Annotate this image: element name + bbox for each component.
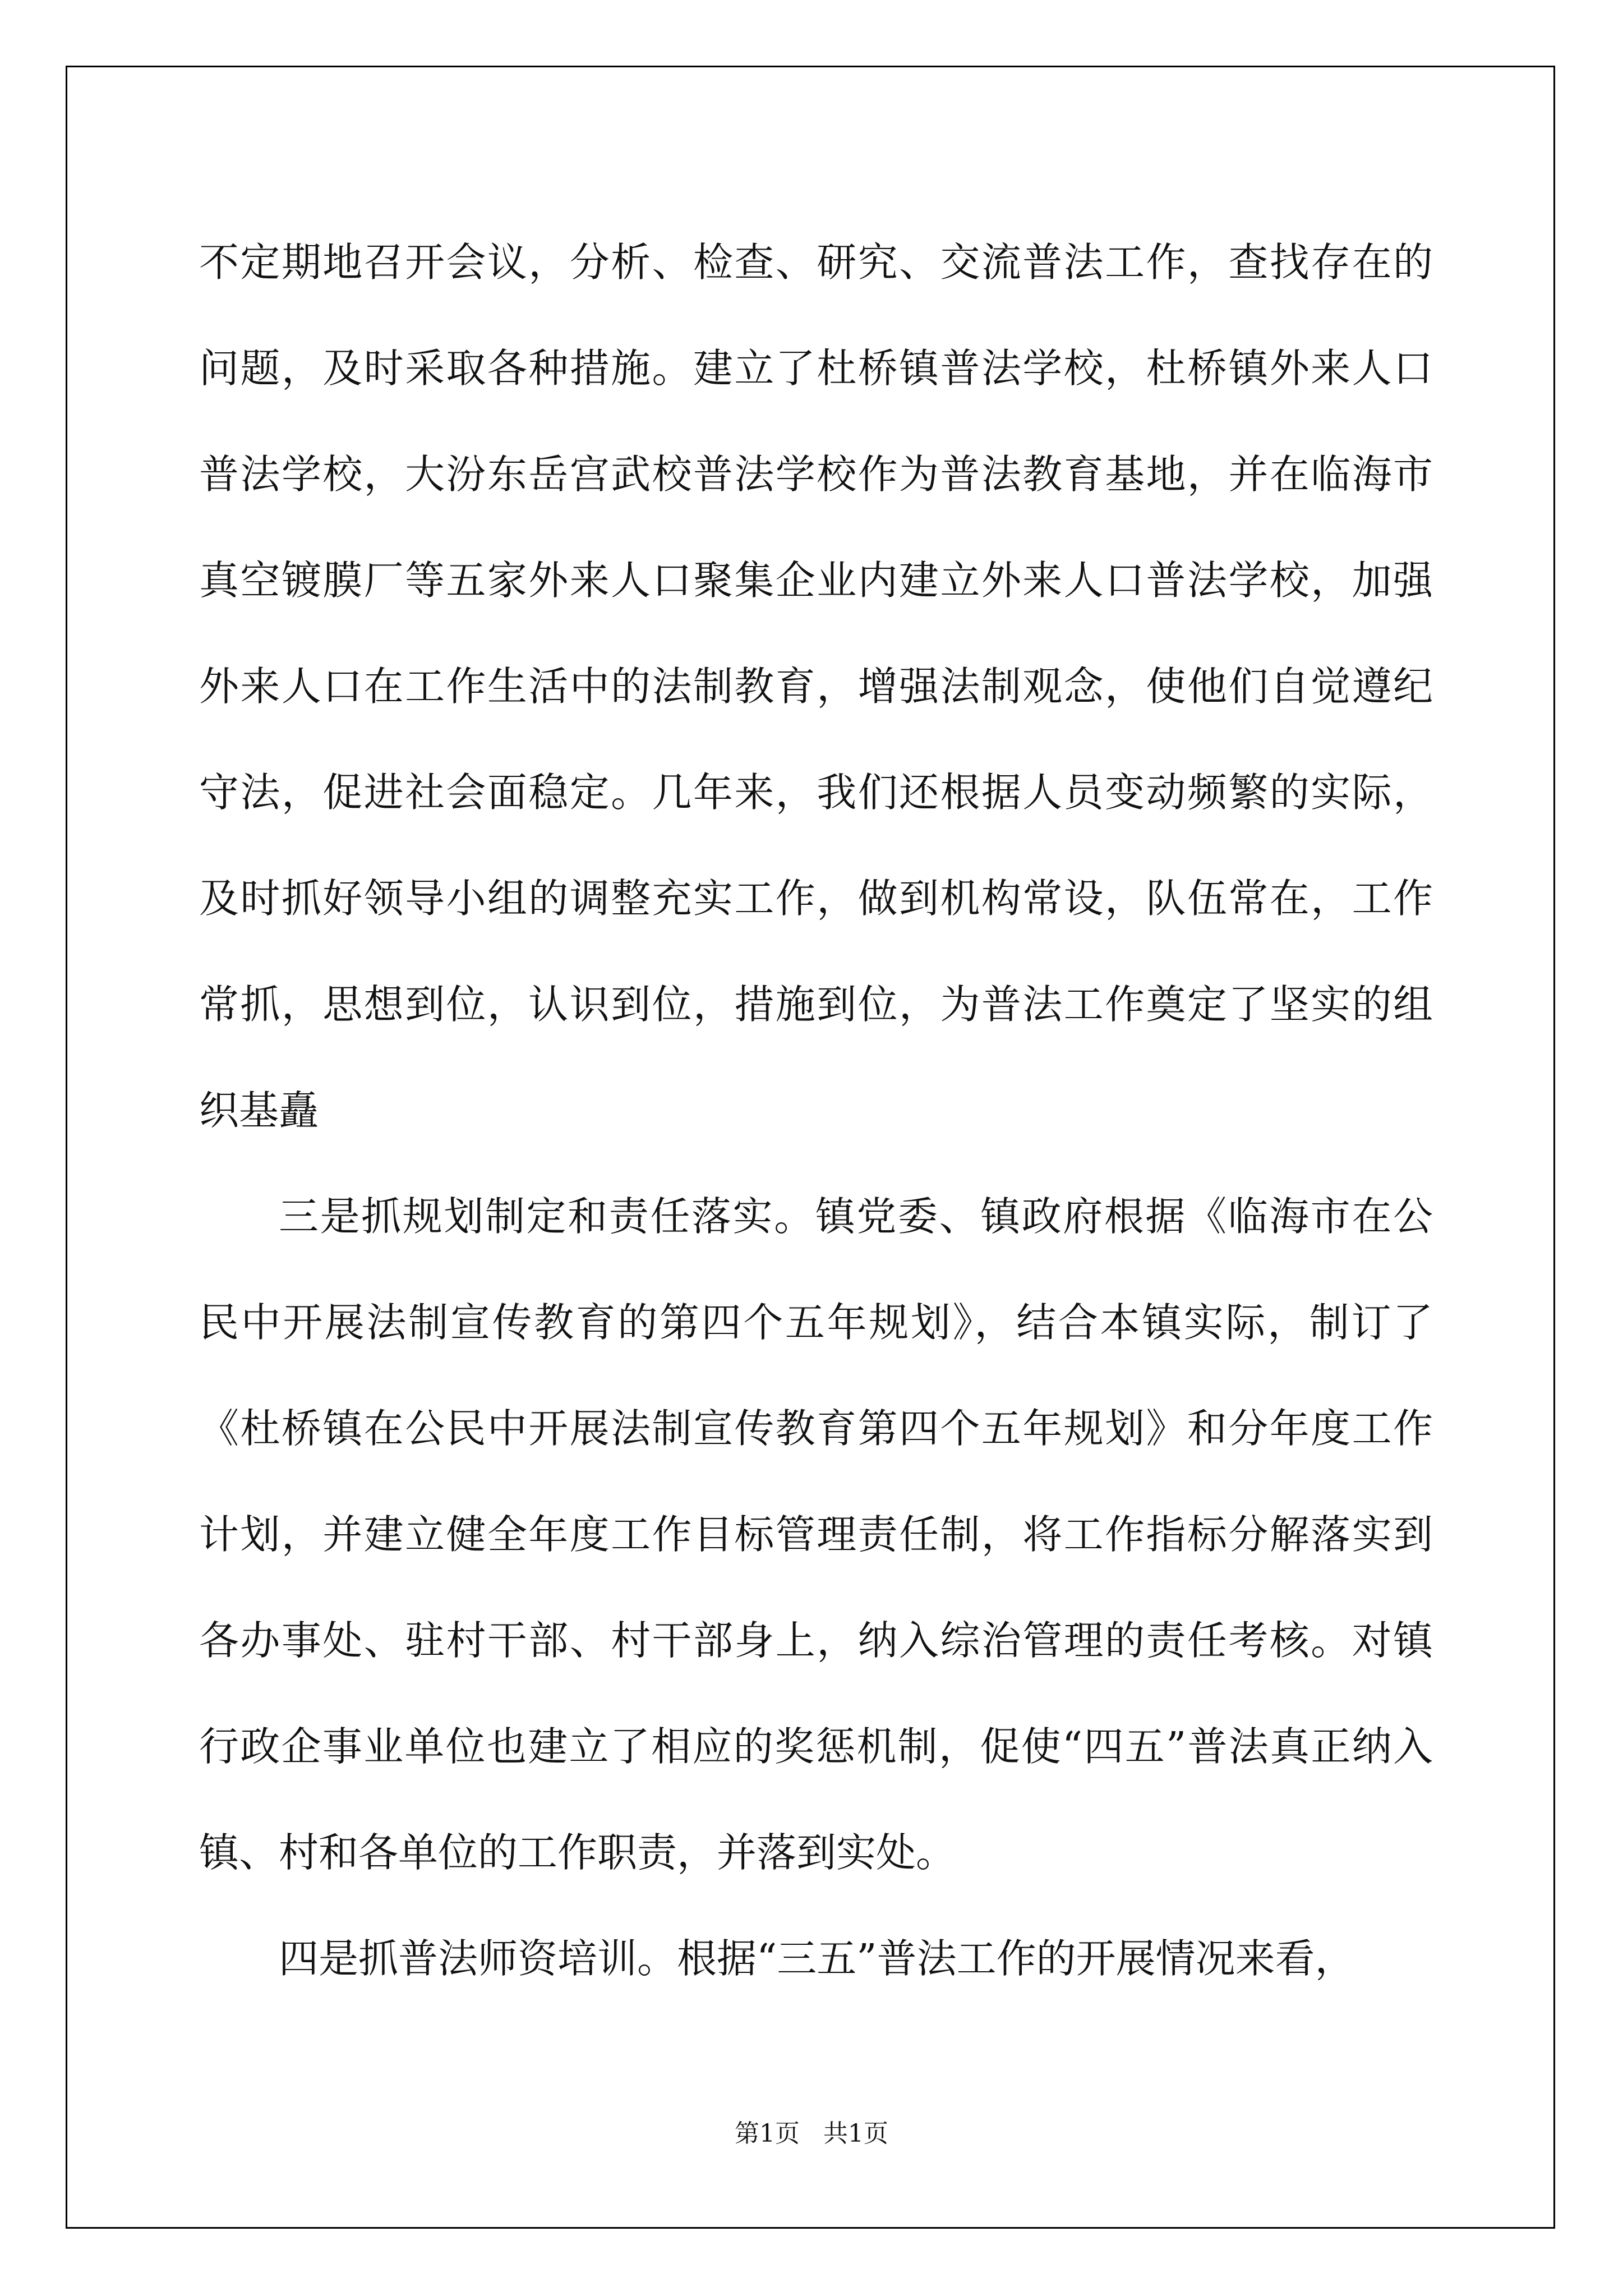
page-number-current: 第1页: [735, 2119, 800, 2148]
page-number-total: 共1页: [823, 2119, 888, 2148]
document-body: [199, 209, 1433, 2012]
footer-spacer: [800, 2119, 823, 2148]
paragraph-3: 四是抓普法师资培训。根据“三五”普法工作的开展情况来看，: [279, 1935, 1355, 1982]
paragraph-2: 三是抓规划制定和责任落实。镇党委、镇政府根据《临海市在公民中开展法制宣传教育的第四个五年规划》，结合本镇实际，制订了《杜桥镇在公民中开展法制宣传教育第四个五年规划》和分年度工作计划，并建立健全年度工作目标管理责任制，将工作指标分解落实到各办事处、驻村干部、村干部身上，纳入综治管理的责任考核。对镇行政企事业单位也建立了相应的奖惩机制，促使“四五”普法真正纳入镇、村和各单位的工作职责，并落到实处。: [199, 1193, 1433, 1876]
paragraph-1: 不定期地召开会议，分析、检查、研究、交流普法工作，查找存在的问题，及时采取各种措施。建立了杜桥镇普法学校，杜桥镇外来人口普法学校，大汾东岳宫武校普法学校作为普法教育基地，并在临海市真空镀膜厂等五家外来人口聚集企业内建立外来人口普法学校，加强外来人口在工作生活中的法制教育，增强法制观念，使他们自觉遵纪守法，促进社会面稳定。几年来，我们还根据人员变动频繁的实际，及时抓好领导小组的调整充实工作，做到机构常设，队伍常在，工作常抓，思想到位，认识到位，措施到位，为普法工作奠定了坚实的组织基矗: [199, 239, 1433, 1134]
page-footer: [0, 2117, 1623, 2151]
